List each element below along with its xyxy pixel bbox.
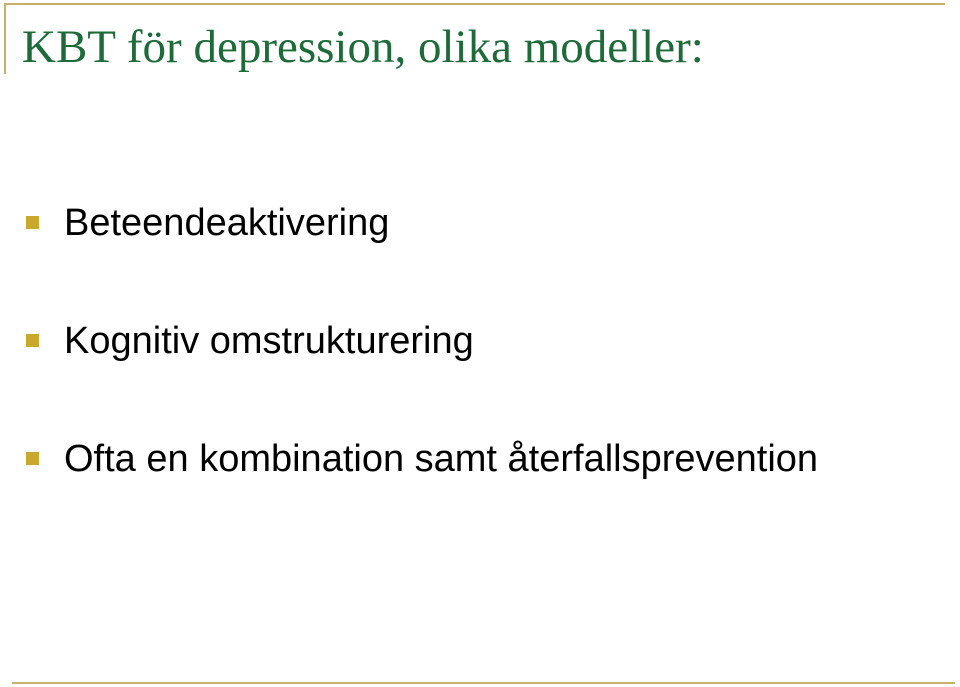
bottom-divider-line <box>12 682 955 684</box>
square-bullet-icon <box>26 216 39 229</box>
top-divider-line <box>4 3 945 5</box>
square-bullet-icon <box>26 334 39 347</box>
bullet-text: Kognitiv omstrukturering <box>64 320 474 362</box>
left-divider-line <box>4 3 6 74</box>
slide-title: KBT för depression, olika modeller: <box>22 21 704 73</box>
bullet-text: Ofta en kombination samt återfallsprevention <box>64 438 819 480</box>
bullet-text: Beteendeaktivering <box>64 202 390 244</box>
square-bullet-icon <box>26 452 39 465</box>
